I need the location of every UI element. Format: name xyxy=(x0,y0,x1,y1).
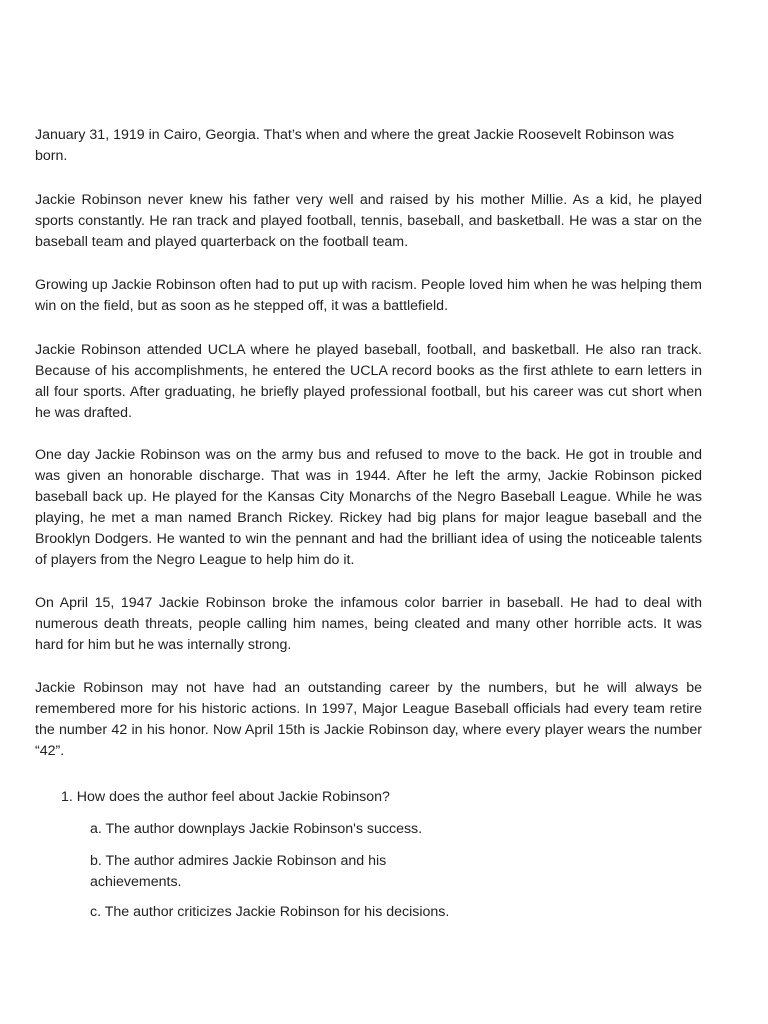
paragraph-birth: January 31, 1919 in Cairo, Georgia. That’s when and where the great Jackie Roosevelt Robinson was born. xyxy=(35,127,675,164)
paragraph-legacy: Jackie Robinson may not have had an outstanding career by the numbers, but he will always be remembered more for his historic actions. In 1997, Major League Baseball officials had every team retire the number 42 in his honor. Now April 15th is Jackie Robinson day, where every player wears the number “42”. xyxy=(35,680,702,759)
answer-option-a[interactable]: a. The author downplays Jackie Robinson's success. xyxy=(90,821,423,837)
paragraph-army: One day Jackie Robinson was on the army bus and refused to move to the back. He got in trouble and was given an honorable discharge. That was in 1944. After he left the army, Jackie Robinson picked baseball back up. He played for the Kansas City Monarchs of the Negro Baseball League. While he was playing, he met a man named Branch Rickey. Rickey had big plans for major league baseball and the Brooklyn Dodgers. He wanted to win the pennant and had the brilliant idea of using the noticeable talents of players from the Negro League to help him do it. xyxy=(35,447,702,568)
answer-option-c[interactable]: c. The author criticizes Jackie Robinson for his decisions. xyxy=(90,904,450,920)
paragraph-childhood: Jackie Robinson never knew his father very well and raised by his mother Millie. As a kid, he played sports constantly. He ran track and played football, tennis, baseball, and basketball. He was a star on the baseball team and played quarterback on the football team. xyxy=(35,192,702,250)
paragraph-racism: Growing up Jackie Robinson often had to put up with racism. People loved him when he was helping them win on the field, but as soon as he stepped off, it was a battlefield. xyxy=(35,277,702,314)
paragraph-ucla: Jackie Robinson attended UCLA where he played baseball, football, and basketball. He also ran track. Because of his accomplishments, he entered the UCLA record books as the first athlete to earn letters in all four sports. After graduating, he briefly played professional football, but his career was cut short when he was drafted. xyxy=(35,342,702,421)
paragraph-color-barrier: On April 15, 1947 Jackie Robinson broke the infamous color barrier in baseball. He had to deal with numerous death threats, people calling him names, being cleated and many other horrible acts. It was hard for him but he was internally strong. xyxy=(35,595,702,653)
answer-option-b[interactable]: b. The author admires Jackie Robinson and his achievements. xyxy=(90,853,387,890)
question-text: 1. How does the author feel about Jackie Robinson? xyxy=(61,789,390,805)
